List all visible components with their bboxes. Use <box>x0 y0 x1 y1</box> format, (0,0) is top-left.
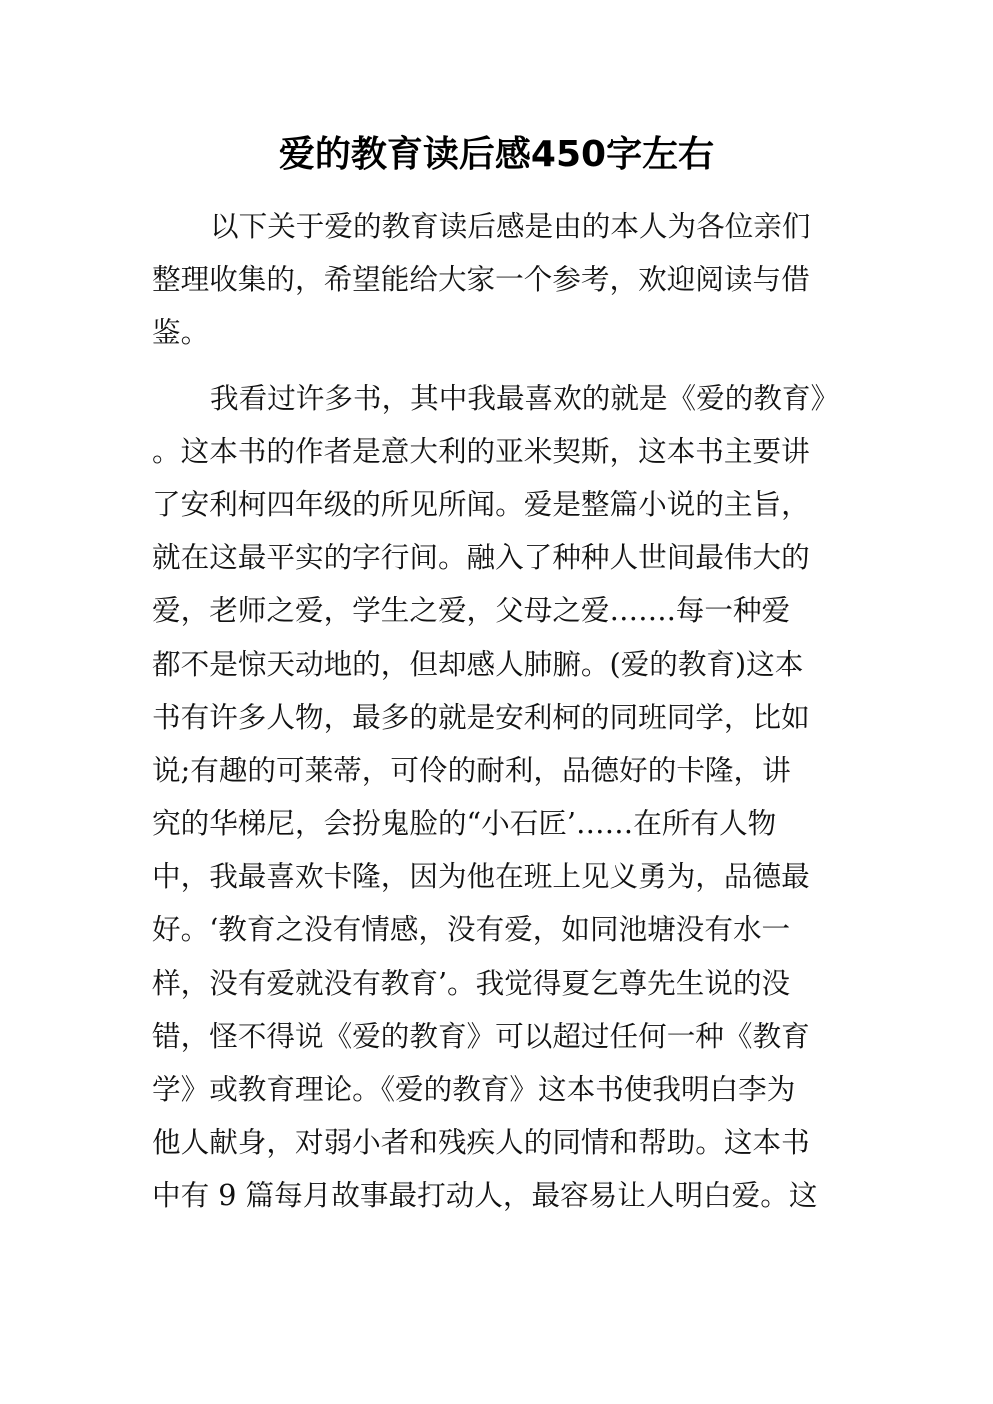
document-title: 爱的教育读后感450字左右 <box>278 134 715 175</box>
text-line: 爱，老师之爱，学生之爱，父母之爱…….每一种爱 <box>152 593 791 628</box>
paragraph-main <box>152 372 872 1223</box>
paragraph-gap <box>152 360 872 372</box>
text-line: 究的华梯尼，会扮鬼脸的“小石匠’……在所有人物 <box>152 806 777 841</box>
text-line: 学》或教育理论。《爱的教育》这本书使我明白李为 <box>152 1072 796 1106</box>
text-line: 我看过许多书，其中我最喜欢的就是《爱的教育》 <box>210 380 840 415</box>
text-line: 样，没有爱就没有教育’。我觉得夏乞尊先生说的没 <box>152 965 791 1000</box>
text-line: 好。‘教育之没有情感，没有爱，如同池塘没有水一 <box>152 912 791 947</box>
text-line: 。这本书的作者是意大利的亚米契斯，这本书主要讲 <box>152 433 810 468</box>
text-line: 说;有趣的可莱蒂，可伶的耐利，品德好的卡隆，讲 <box>152 752 791 787</box>
text-line: 都不是惊天动地的，但却感人肺腑。(爱的教育)这本 <box>152 646 804 681</box>
text-line: 就在这最平实的字行间。融入了种种人世间最伟大的 <box>152 540 810 575</box>
text-line: 书有许多人物，最多的就是安利柯的同班同学，比如 <box>152 699 810 734</box>
text-line: 中有 9 篇每月故事最打动人，最容易让人明白爱。这 <box>152 1178 818 1213</box>
document-body <box>152 200 872 1223</box>
text-line: 他人献身，对弱小者和残疾人的同情和帮助。这本书 <box>152 1125 810 1160</box>
text-line: 中，我最喜欢卡隆，因为他在班上见义勇为，品德最 <box>152 859 810 894</box>
text-line: 整理收集的，希望能给大家一个参考，欢迎阅读与借 <box>152 262 810 297</box>
text-line: 了安利柯四年级的所见所闻。爱是整篇小说的主旨， <box>152 486 810 521</box>
text-line: 鉴。 <box>152 315 210 350</box>
paragraph-intro <box>152 200 872 360</box>
text-line: 错，怪不得说《爱的教育》可以超过任何一种《教育 <box>152 1018 810 1053</box>
text-line: 以下关于爱的教育读后感是由的本人为各位亲们 <box>210 209 811 243</box>
